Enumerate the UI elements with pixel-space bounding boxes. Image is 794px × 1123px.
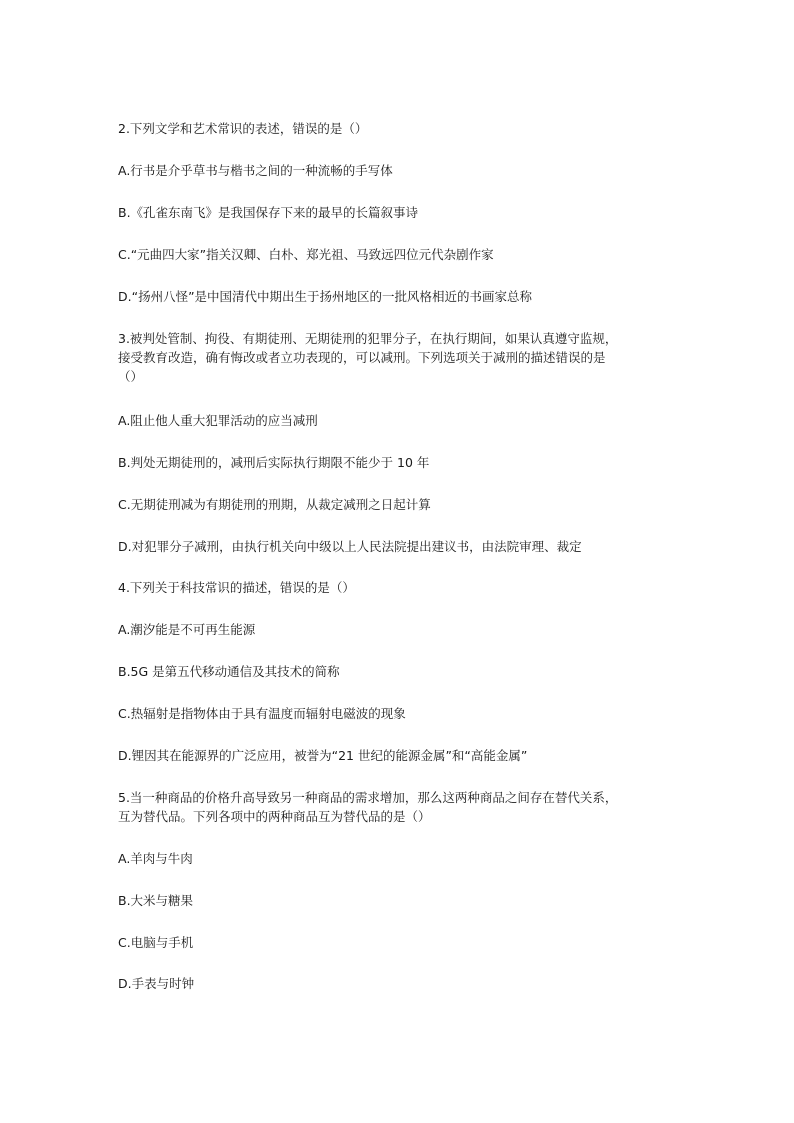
question-3-option-d: D.对犯罪分子减刑，由执行机关向中级以上人民法院提出建议书，由法院审理、裁定 <box>118 539 582 554</box>
question-4-option-d: D.锂因其在能源界的广泛应用，被誉为“21 世纪的能源金属”和“高能金属” <box>118 748 528 763</box>
question-4-option-c: C.热辐射是指物体由于具有温度而辐射电磁波的现象 <box>118 706 406 721</box>
question-3-stem <box>118 329 678 386</box>
question-2-option-d: D.“扬州八怪”是中国清代中期出生于扬州地区的一批风格相近的书画家总称 <box>118 289 533 304</box>
question-5-stem-line-1: 5.当一种商品的价格升高导致另一种商品的需求增加，那么这两种商品之间存在替代关系， <box>118 790 618 805</box>
question-4-option-a: A.潮汐能是不可再生能源 <box>118 622 256 637</box>
question-3-option-b: B.判处无期徒刑的，减刑后实际执行期限不能少于 10 年 <box>118 455 430 470</box>
question-4-stem: 4.下列关于科技常识的描述，错误的是（） <box>118 580 355 595</box>
question-5-option-a: A.羊肉与牛肉 <box>118 851 193 866</box>
question-3-stem-line-1: 3.被判处管制、拘役、有期徒刑、无期徒刑的犯罪分子，在执行期间，如果认真遵守监规， <box>118 331 618 346</box>
question-5-option-c: C.电脑与手机 <box>118 935 194 950</box>
question-3-option-a: A.阻止他人重大犯罪活动的应当减刑 <box>118 413 318 428</box>
question-2-stem: 2.下列文学和艺术常识的表述，错误的是（） <box>118 121 368 136</box>
question-4-option-b: B.5G 是第五代移动通信及其技术的简称 <box>118 664 340 679</box>
question-5-stem <box>118 788 678 826</box>
question-3-stem-line-3: （） <box>118 369 144 384</box>
question-5-stem-line-2: 互为替代品。下列各项中的两种商品互为替代品的是（） <box>118 809 431 824</box>
question-5-option-b: B.大米与糖果 <box>118 893 194 908</box>
question-2-option-b: B.《孔雀东南飞》是我国保存下来的最早的长篇叙事诗 <box>118 205 419 220</box>
question-3-option-c: C.无期徒刑减为有期徒刑的刑期，从裁定减刑之日起计算 <box>118 497 431 512</box>
question-3-stem-line-2: 接受教育改造，确有悔改或者立功表现的，可以减刑。下列选项关于减刑的描述错误的是 <box>118 350 606 365</box>
question-2-option-c: C.“元曲四大家”指关汉卿、白朴、郑光祖、马致远四位元代杂剧作家 <box>118 247 494 262</box>
question-2-option-a: A.行书是介乎草书与楷书之间的一种流畅的手写体 <box>118 163 393 178</box>
question-5-option-d: D.手表与时钟 <box>118 976 195 991</box>
